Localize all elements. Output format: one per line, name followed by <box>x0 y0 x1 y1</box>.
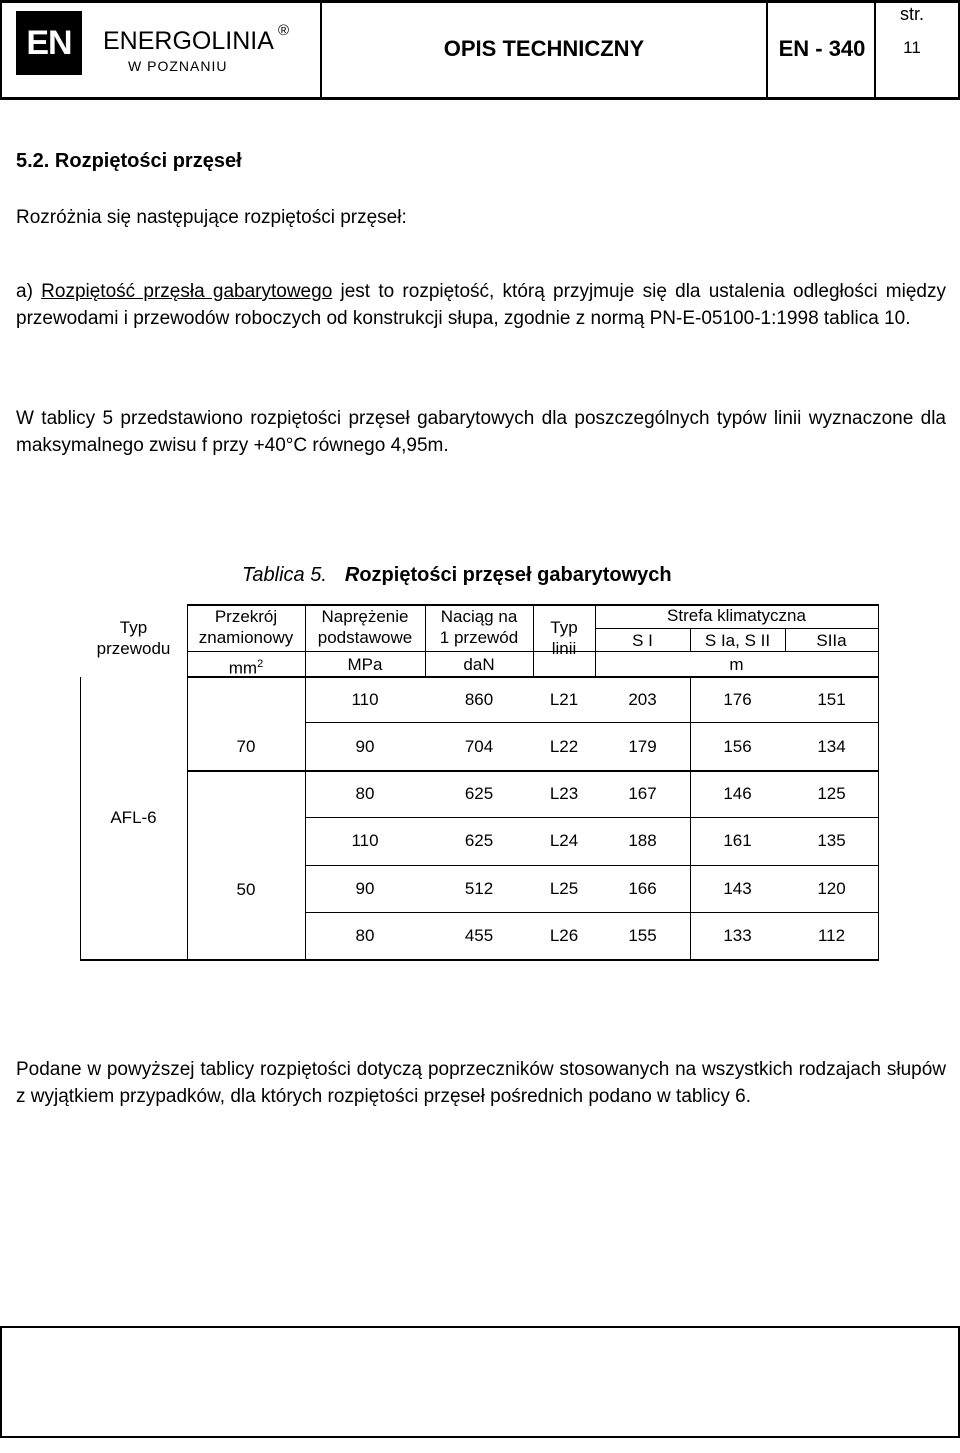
registered-mark: ® <box>278 22 290 39</box>
table-cell-zone-s1a-s2: 133 <box>723 926 752 945</box>
table-cell-zone-s1: 188 <box>628 831 657 850</box>
table-cell-zone-s1a-s2: 156 <box>723 737 752 756</box>
table-cell-naciag-col: 80 <box>355 926 375 945</box>
table-rule <box>595 628 879 629</box>
company-logo: EN <box>16 11 82 75</box>
table-cell-naciag-col: 80 <box>355 784 375 803</box>
header-strefa: Strefa klimatyczna <box>667 606 806 625</box>
table-cell-zone-s2a: 120 <box>817 879 846 898</box>
page-number: 11 <box>903 38 921 57</box>
section-50: 50 <box>236 880 256 899</box>
table-cell-zone-s1a-s2: 161 <box>723 831 752 850</box>
header-strefa-s2a: SIIa <box>816 631 847 650</box>
footer-rule <box>0 1436 960 1438</box>
table-cell-naciag-col: 90 <box>355 879 375 898</box>
document-code: EN - 340 <box>778 36 866 61</box>
closing-paragraph: Podane w powyższej tablicy rozpiętości dotyczą poprzeczników stosowanych na wszystkich rodzajach słupów z wyjątkiem przypadków, dla których rozpiętości przęseł pośrednich podano w tablicy 6. <box>16 1059 946 1107</box>
table-cell-napr-col: 625 <box>464 831 494 850</box>
table-caption-title: ozpiętości przęseł gabarytowych <box>359 564 672 586</box>
section-heading: 5.2. Rozpiętości przęseł <box>16 150 242 172</box>
unit-strefa: m <box>729 655 744 674</box>
table-cell-zone-s1: 167 <box>628 784 657 803</box>
item-a-text: jest to rozpiętość, którą przyjmuje się dla ustalenia odległości między przewodami i przewodów roboczych od konstrukcji słupa, zgodnie z normą PN-E-05100-1:1998 tablica 10. <box>16 281 946 329</box>
table-cell-napr-col: 512 <box>464 879 494 898</box>
header-strefa-s1a-s2: S Ia, S II <box>704 631 771 650</box>
unit-naciag: daN <box>463 655 495 674</box>
table-cell-zone-s2a: 125 <box>817 784 846 803</box>
table-rule <box>878 677 879 961</box>
table-cell-zone-s1: 203 <box>628 690 657 709</box>
item-a-term: Rozpiętość przęsła gabarytowego <box>41 281 333 302</box>
item-a-prefix: a) <box>16 281 42 302</box>
footer-rule <box>0 1326 960 1328</box>
header-left-border <box>0 0 2 100</box>
table-cell-napr-col: 704 <box>464 737 494 756</box>
table-cell-zone-s1: 166 <box>628 879 657 898</box>
company-city: W POZNANIU <box>128 58 228 74</box>
header-top-border <box>0 0 960 3</box>
header-bottom-border <box>0 97 960 100</box>
unit-przekroj: $mm^2$ <box>228 658 264 678</box>
table-cell-zone-s2a: 151 <box>817 690 846 709</box>
table-cell-zone-s1a-s2: 143 <box>723 879 752 898</box>
unit-naprezenie: MPa <box>347 655 383 674</box>
header-naciag: Naciąg na 1 przewód <box>439 607 519 647</box>
table-cell-zone-s1: 179 <box>628 737 657 756</box>
table-caption-initial: R <box>344 564 360 586</box>
intro-paragraph: Rozróżnia się następujące rozpiętości przęseł: <box>16 207 407 228</box>
table-cell-line-type: L26 <box>549 926 579 945</box>
table-caption <box>242 564 672 587</box>
table-intro-paragraph: W tablicy 5 przedstawiono rozpiętości przęseł gabarytowych dla poszczególnych typów linii wyznaczone dla maksymalnego zwisu f przy +40°C równego 4,95m. <box>16 408 946 456</box>
table-rule <box>80 959 879 961</box>
table-cell-napr-col: 455 <box>464 926 494 945</box>
conductor-type: AFL-6 <box>110 808 157 827</box>
header-typ-przewodu: Typ przewodu <box>96 618 171 658</box>
header-naprezenie: Naprężenie podstawowe <box>317 607 413 647</box>
table-cell-zone-s1a-s2: 146 <box>723 784 752 803</box>
header-strefa-s1: S I <box>632 631 653 650</box>
table-cell-zone-s1a-s2: 176 <box>723 690 752 709</box>
table-cell-napr-col: 860 <box>464 690 494 709</box>
section-70: 70 <box>236 737 256 756</box>
table-cell-zone-s1: 155 <box>628 926 657 945</box>
table-cell-line-type: L23 <box>549 784 579 803</box>
table-cell-line-type: L25 <box>549 879 579 898</box>
table-cell-zone-s2a: 135 <box>817 831 846 850</box>
table-rule <box>187 677 188 961</box>
table-cell-zone-s2a: 112 <box>817 926 846 945</box>
table-cell-napr-col: 625 <box>464 784 494 803</box>
table-cell-line-type: L22 <box>549 737 579 756</box>
header-typ-linii: Typ linii <box>550 618 578 658</box>
header-przekroj: Przekrój znamionowy <box>198 607 294 647</box>
footer-rule <box>0 1326 2 1438</box>
table-cell-naciag-col: 90 <box>355 737 375 756</box>
table-cell-naciag-col: 110 <box>351 690 379 709</box>
table-caption-prefix: Tablica 5. <box>242 564 327 586</box>
page-label: str. <box>899 4 924 24</box>
item-a-paragraph <box>16 278 946 332</box>
table-rule <box>878 604 879 677</box>
company-name: ENERGOLINIA <box>103 27 274 55</box>
table-cell-naciag-col: 110 <box>351 831 379 850</box>
table-cell-line-type: L24 <box>549 831 579 850</box>
document-title: OPIS TECHNICZNY <box>443 36 645 61</box>
table-cell-line-type: L21 <box>549 690 579 709</box>
table-cell-zone-s2a: 134 <box>817 737 846 756</box>
